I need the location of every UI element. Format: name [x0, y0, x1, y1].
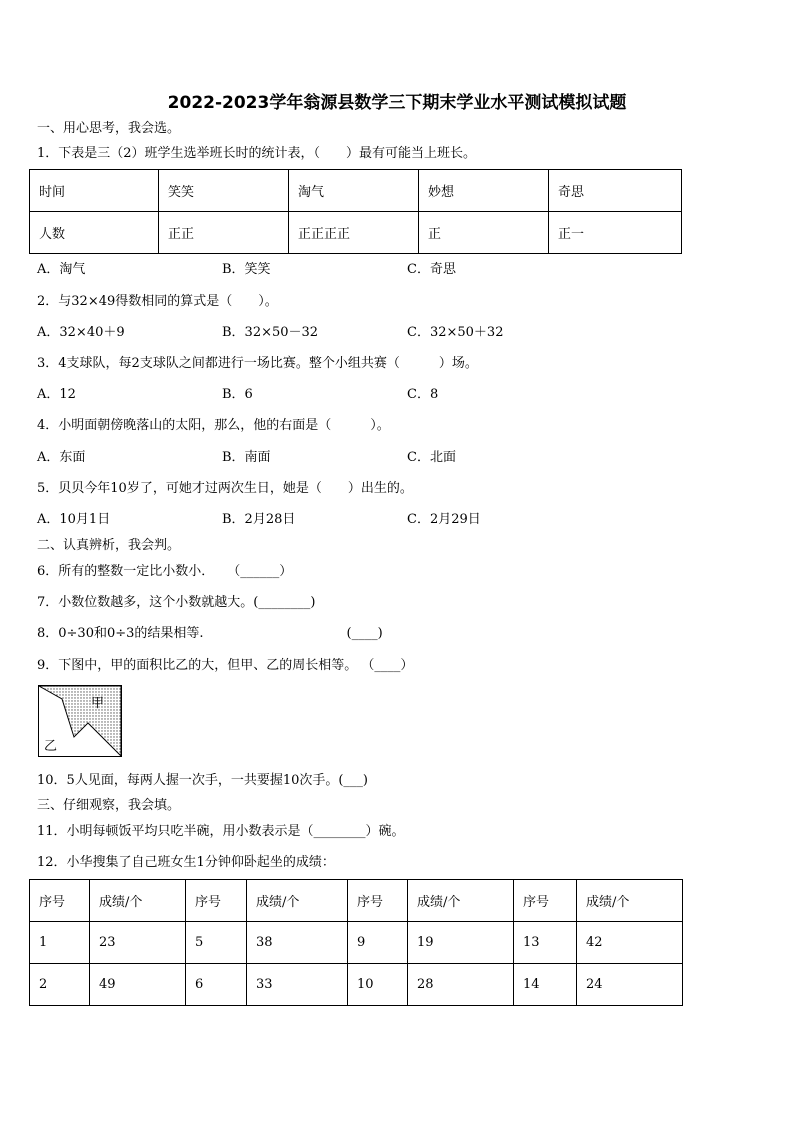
table-cell: 6	[186, 964, 247, 1006]
table-cell: 妙想	[419, 170, 549, 212]
table-cell: 38	[247, 922, 348, 964]
table-cell: 28	[408, 964, 514, 1006]
table-cell: 时间	[30, 170, 159, 212]
question-9-text: 9．下图中，甲的面积比乙的大，但甲、乙的周长相等。 （____）	[37, 658, 414, 673]
q5-option-a: A．10月1日	[37, 512, 111, 527]
q1-option-c: C．奇思	[407, 262, 456, 277]
table-cell: 奇思	[549, 170, 682, 212]
table-cell: 成绩/个	[247, 880, 348, 922]
q3-option-c: C．8	[407, 387, 439, 402]
table-cell: 序号	[30, 880, 90, 922]
q2-option-a: A．32×40＋9	[37, 325, 125, 340]
table-cell: 成绩/个	[577, 880, 683, 922]
question-12-text: 12．小华搜集了自己班女生1分钟仰卧起坐的成绩：	[37, 855, 335, 870]
q2-option-b: B．32×50－32	[222, 325, 319, 340]
question-1-table	[29, 169, 682, 254]
q5-option-c: C．2月29日	[407, 512, 481, 527]
table-cell: 人数	[30, 212, 159, 254]
table-cell: 序号	[514, 880, 577, 922]
table-cell: 淘气	[289, 170, 419, 212]
q1-option-a: A．淘气	[37, 262, 86, 277]
area-perimeter-figure	[38, 685, 122, 757]
section-1-heading: 一、用心思考，我会选。	[37, 121, 181, 136]
table-cell: 5	[186, 922, 247, 964]
table-cell: 序号	[186, 880, 247, 922]
table-cell: 33	[247, 964, 348, 1006]
q5-option-b: B．2月28日	[222, 512, 296, 527]
table-cell: 19	[408, 922, 514, 964]
label-jia: 甲	[91, 696, 105, 711]
page-title: 2022-2023学年翁源县数学三下期末学业水平测试模拟试题	[167, 93, 627, 113]
table-row	[30, 212, 682, 254]
table-cell: 正	[419, 212, 549, 254]
table-cell: 42	[577, 922, 683, 964]
table-row	[30, 964, 683, 1006]
table-cell: 9	[348, 922, 408, 964]
table-cell: 序号	[348, 880, 408, 922]
question-5-text: 5．贝贝今年10岁了，可她才过两次生日，她是（ ）出生的。	[37, 481, 413, 496]
figure-svg	[38, 685, 122, 757]
q3-option-b: B．6	[222, 387, 253, 402]
table-cell: 49	[90, 964, 186, 1006]
table-row	[30, 922, 683, 964]
question-1-text: 1．下表是三（2）班学生选举班长时的统计表，（ ）最有可能当上班长。	[37, 146, 477, 161]
table-row	[30, 170, 682, 212]
q2-option-c: C．32×50＋32	[407, 325, 504, 340]
question-6-text: 6．所有的整数一定比小数小． （______）	[37, 564, 293, 579]
q4-option-b: B．南面	[222, 450, 271, 465]
table-cell: 笑笑	[159, 170, 289, 212]
label-yi: 乙	[44, 739, 58, 754]
table-cell: 23	[90, 922, 186, 964]
q4-option-c: C．北面	[407, 450, 456, 465]
question-4-text: 4．小明面朝傍晚落山的太阳，那么，他的右面是（ ）。	[37, 418, 390, 433]
question-10-text: 10．5人见面，每两人握一次手，一共要握10次手。(___)	[37, 773, 368, 788]
table-cell: 成绩/个	[90, 880, 186, 922]
table-cell: 14	[514, 964, 577, 1006]
question-11-text: 11．小明每顿饭平均只吃半碗，用小数表示是（________）碗。	[37, 824, 405, 839]
q4-option-a: A．东面	[37, 450, 86, 465]
table-cell: 正一	[549, 212, 682, 254]
section-3-heading: 三、仔细观察，我会填。	[37, 798, 181, 813]
question-2-text: 2．与32×49得数相同的算式是（ ）。	[37, 294, 278, 309]
table-cell: 正正	[159, 212, 289, 254]
table-cell: 24	[577, 964, 683, 1006]
q3-option-a: A．12	[37, 387, 76, 402]
table-row	[30, 880, 683, 922]
question-12-table	[29, 879, 683, 1006]
table-cell: 成绩/个	[408, 880, 514, 922]
question-7-text: 7．小数位数越多，这个小数就越大。(________)	[37, 595, 316, 610]
table-cell: 10	[348, 964, 408, 1006]
question-8-text: 8．0÷30和0÷3的结果相等. (____)	[37, 626, 383, 641]
question-3-text: 3．4支球队，每2支球队之间都进行一场比赛。整个小组共赛（ ）场。	[37, 356, 478, 371]
section-2-heading: 二、认真辨析，我会判。	[37, 538, 181, 553]
table-cell: 1	[30, 922, 90, 964]
table-cell: 13	[514, 922, 577, 964]
q1-option-b: B．笑笑	[222, 262, 271, 277]
table-cell: 2	[30, 964, 90, 1006]
table-cell: 正正正正	[289, 212, 419, 254]
